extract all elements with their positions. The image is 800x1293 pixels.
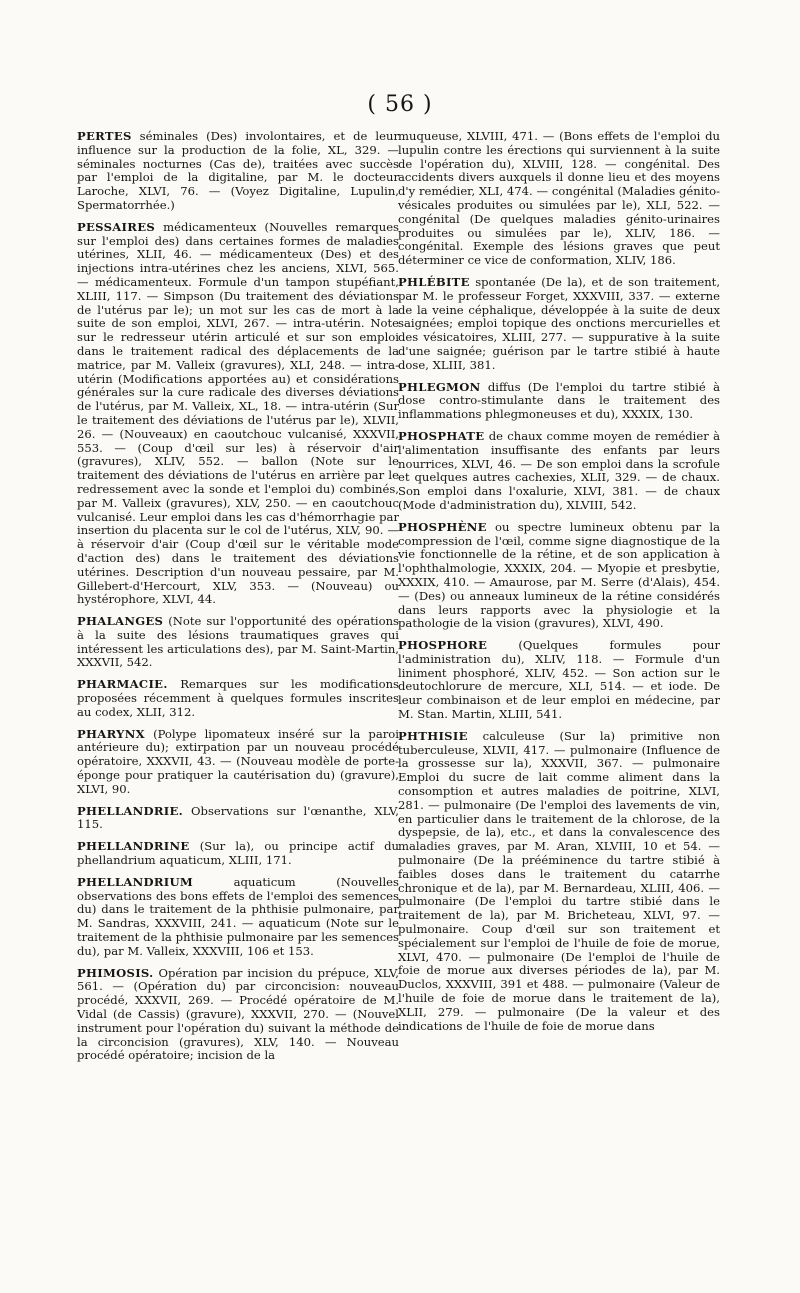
entry-headword: PHALANGES bbox=[77, 614, 164, 629]
entry-text: ou spectre lumineux obtenu par la compression de l'œil, comme signe diagnostique de la vie fonctionnelle de la rétine, et de son application à l'ophthalmologie, XXXIX, 204. — Myopie et presbytie, XXXIX, 410. — Amaurose, par M. Serre (d'Alais), 454. — (Des) ou anneaux lumineux de la rétine considérés dans leurs rapports avec la physiologie et la pathologie de la vision (gravures), XLVI, 490. bbox=[398, 519, 720, 631]
entry-text: séminales (Des) involontaires, et de leur influence sur la production de la folie, XL, 329. — séminales nocturnes (Cas de), traitées avec succès par l'emploi de la digitaline, par M. le docteur Laroche, XLVI, 76. — (Voyez Digitaline, Lupulin, Spermatorrhée.) bbox=[77, 130, 399, 212]
index-entry bbox=[77, 967, 399, 1064]
left-column bbox=[77, 130, 399, 1290]
index-entry bbox=[398, 521, 720, 631]
entry-text: médicamenteux (Nouvelles remarques sur l'emploi des) dans certaines formes de maladies utérines, XLII, 46. — médicamenteux (Des) et des injections intra-utérines chez les anciens, XLVI, 565. — médicamenteux. Formule d'un tampon stupéfiant, XLIII, 117. — Simpson (Du traitement des déviations de l'utérus par le); un mot sur les cas de mort à la suite de son emploi, XLVI, 267. — intra-utérin. Note sur le redresseur utérin articulé et sur son emploi dans le traitement radical des déplacements de la matrice, par M. Valleix (gravures), XLI, 248. — intra-utérin (Modifications apportées au) et considérations générales sur la cure radicale des diverses déviations de l'utérus, par M. Valleix, XL, 18. — intra-utérin (Sur le traitement des déviations de l'utérus par le), XLVII, 26. — (Nouveaux) en caoutchouc vulcanisé, XXXVII, 553. — (Coup d'œil sur les) à réservoir d'air (gravures), XLIV, 552. — ballon (Note sur le traitement des déviations de l'utérus en arrière par le redressement avec la sonde et l'emploi du) combinés, par M. Valleix (gravures), XLV, 250. — en caoutchouc vulcanisé. Leur emploi dans les cas d'hémorrhagie par insertion du placenta sur le col de l'utérus, XLV, 90. — à réservoir d'air (Coup d'œil sur le véritable mode d'action des) dans le traitement des déviations utérines. Description d'un nouveau pessaire, par M. Gillebert-d'Hercourt, XLV, 353. — (Nouveau) ou hystérophore, XLVI, 44. bbox=[77, 219, 399, 607]
index-entry bbox=[398, 276, 720, 373]
index-entry bbox=[77, 876, 399, 959]
entry-headword: PESSAIRES bbox=[77, 219, 156, 234]
right-column bbox=[398, 130, 720, 1290]
entry-headword: PHIMOSIS. bbox=[77, 965, 154, 980]
entry-text: Remarques sur les modifications proposées récemment à quelques formules inscrites au codex, XLII, 312. bbox=[77, 677, 399, 719]
entry-headword: PHOSPHATE bbox=[398, 428, 485, 443]
index-entry bbox=[398, 639, 720, 722]
entry-headword: PHELLANDRINE bbox=[77, 839, 190, 854]
entry-text: muqueuse, XLVIII, 471. — (Bons effets de l'emploi du lupulin contre les érections qui surviennent à la suite de l'opération du), XLVIII, 128. — congénital. Des accidents divers auxquels il donne lieu et des moyens d'y remédier, XLI, 474. — congénital (Maladies génito-vésicales produites ou simulées par le), XLI, 522. — congénital (De quelques maladies génito-urinaires produites ou simulées par le), XLIV, 186. — congénital. Exemple des lésions graves que peut déterminer ce vice de conformation, XLIV, 186. bbox=[398, 130, 720, 268]
entry-headword: PHTHISIE bbox=[398, 728, 468, 743]
entry-text: diffus (De l'emploi du tartre stibié à dose contro-stimulante dans le traitement des inflammations phlegmoneuses et du), XXXIX, 130. bbox=[398, 379, 720, 422]
entry-headword: PHLEGMON bbox=[398, 379, 481, 394]
entry-headword: PHOSPHÈNE bbox=[398, 519, 487, 534]
index-entry bbox=[77, 221, 399, 607]
entry-headword: PERTES bbox=[77, 130, 132, 143]
index-entry bbox=[77, 678, 399, 719]
entry-headword: PHOSPHORE bbox=[398, 638, 488, 653]
entry-headword: PHARMACIE. bbox=[77, 677, 168, 692]
entry-text: Observations sur l'œnanthe, XLV, 115. bbox=[77, 803, 399, 832]
index-entry bbox=[77, 840, 399, 868]
index-entry bbox=[398, 130, 720, 268]
entry-headword: PHELLANDRIE. bbox=[77, 803, 183, 818]
entry-text: (Note sur l'opportunité des opérations à la suite des lésions traumatiques graves qui intéressent les articulations des), par M. Saint-Martin, XXXVII, 542. bbox=[77, 614, 399, 670]
entry-text: spontanée (De la), et de son traitement, par M. le professeur Forget, XXXVIII, 337. — externe de la veine céphalique, développée à la suite de deux saignées; emploi topique des onctions mercurielles et des vésicatoires, XLIII, 277. — suppurative à la suite d'une saignée; guérison par le tartre stibié à haute dose, XLIII, 381. bbox=[398, 274, 720, 372]
entry-headword: PHLÉBITE bbox=[398, 274, 470, 289]
entry-text: Opération par incision du prépuce, XLV, 561. — (Opération du) par circoncision: nouveau procédé, XXXVII, 269. — Procédé opératoire de M. Vidal (de Cassis) (gravure), XXXVII, 270. — (Nouvel instrument pour l'opération du) suivant la méthode de la circoncision (gravures), XLV, 140. — Nouveau procédé opératoire; incision de la bbox=[77, 965, 399, 1063]
index-entry bbox=[77, 728, 399, 797]
entry-text: (Polype lipomateux inséré sur la paroi antérieure du); extirpation par un nouveau procédé opératoire, XXXVII, 43. — (Nouveau modèle de porte-éponge pour pratiquer la cautérisation du) (gravure), XLVI, 90. bbox=[77, 726, 399, 796]
entry-text: (Quelques formules pour l'administration du), XLIV, 118. — Formule d'un liniment phosphoré, XLIV, 452. — Son action sur le deutochlorure de mercure, XLI, 514. — et iode. De leur combinaison et de leur emploi en médecine, par M. Stan. Martin, XLIII, 541. bbox=[398, 638, 720, 722]
index-entry bbox=[77, 615, 399, 670]
entry-headword: PHELLANDRIUM bbox=[77, 874, 194, 889]
index-entry bbox=[398, 730, 720, 1034]
index-entry bbox=[398, 430, 720, 513]
index-entry bbox=[398, 381, 720, 422]
index-entry bbox=[77, 130, 399, 213]
entry-text: de chaux comme moyen de remédier à l'alimentation insuffisante des enfants par leurs nourrices, XLVI, 46. — De son emploi dans la scrofule et quelques autres cachexies, XLII, 329. — de chaux. Son emploi dans l'oxalurie, XLVI, 381. — de chaux (Mode d'administration du), XLVIII, 542. bbox=[398, 428, 720, 512]
page-number: ( 56 ) bbox=[367, 92, 433, 117]
entry-headword: PHARYNX bbox=[77, 726, 145, 741]
entry-text: (Sur la), ou principe actif du phellandrium aquaticum, XLIII, 171. bbox=[77, 839, 399, 868]
entry-text: aquaticum (Nouvelles observations des bons effets de l'emploi des semences du) dans le traitement de la phthisie pulmonaire, par M. Sandras, XXXVIII, 241. — aquaticum (Note sur le traitement de la phthisie pulmonaire par les semences du), par M. Valleix, XXXVIII, 106 et 153. bbox=[77, 874, 399, 958]
index-entry bbox=[77, 805, 399, 833]
entry-text: calculeuse (Sur la) primitive non tuberculeuse, XLVII, 417. — pulmonaire (Influence de la grossesse sur la), XXXVII, 367. — pulmonaire Emploi du sucre de lait comme aliment dans la consomption et autres maladies de poitrine, XLVI, 281. — pulmonaire (De l'emploi des lavements de vin, en particulier dans le traitement de la chlorose, de la dyspepsie, de la), etc., et dans la convalescence des maladies graves, par M. Aran, XLVIII, 10 et 54. — pulmonaire (De la prééminence du tartre stibié à faibles doses dans le traitement du catarrhe chronique et de la), par M. Bernardeau, XLIII, 406. — pulmonaire (De l'emploi du tartre stibié dans le traitement de la), par M. Bricheteau, XLVI, 97. — pulmonaire. Coup d'œil sur son traitement et spécialement sur l'emploi de l'huile de foie de morue, XLVI, 470. — pulmonaire (De l'emploi de l'huile de foie de morue aux diverses périodes de la), par M. Duclos, XXXVIII, 391 et 488. — pulmonaire (Valeur de l'huile de foie de morue dans le traitement de la), XLII, 279. — pulmonaire (De la valeur et des indications de l'huile de foie de morue dans bbox=[398, 728, 720, 1033]
